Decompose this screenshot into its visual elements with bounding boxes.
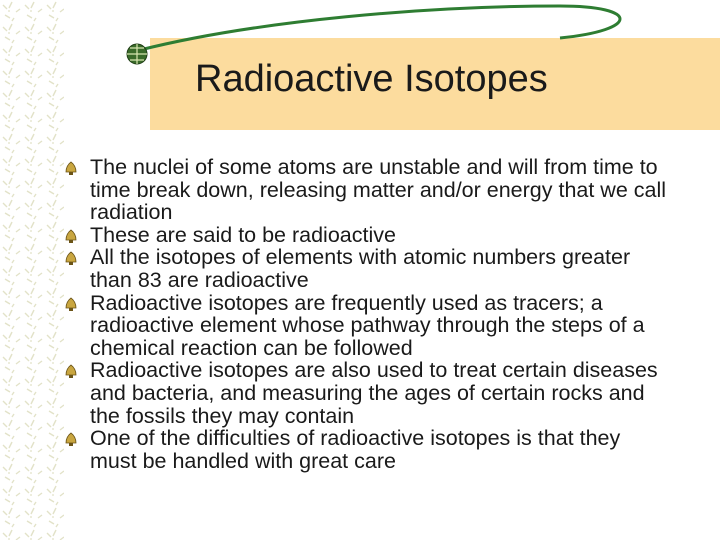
bullet-item (60, 224, 670, 247)
bullet-text: The nuclei of some atoms are unstable and will from time to time break down, releasing matter and/or energy that we call radiation (90, 155, 667, 225)
globe-icon (125, 42, 149, 66)
bullet-list (60, 156, 670, 472)
bullet-text: One of the difficulties of radioactive isotopes is that they must be handled with great care (90, 426, 621, 473)
hand-bell-icon (63, 160, 79, 176)
bullet-item (60, 427, 670, 472)
hand-bell-icon (63, 228, 79, 244)
bullet-item (60, 156, 670, 224)
bullet-item (60, 292, 670, 360)
hand-bell-icon (63, 296, 79, 312)
bullet-text: Radioactive isotopes are also used to treat certain diseases and bacteria, and measuring the ages of certain rocks and the fossils they may contain (90, 358, 658, 428)
bullet-text: All the isotopes of elements with atomic numbers greater than 83 are radioactive (90, 245, 631, 292)
bullet-item (60, 359, 670, 427)
hand-bell-icon (63, 250, 79, 266)
hand-bell-icon (63, 431, 79, 447)
bullet-text: These are said to be radioactive (90, 222, 396, 247)
hand-bell-icon (63, 363, 79, 379)
bullet-item (60, 246, 670, 291)
bullet-text: Radioactive isotopes are frequently used as tracers; a radioactive element whose pathway through the steps of a chemical reaction can be followed (90, 290, 645, 360)
slide-title: Radioactive Isotopes (195, 58, 548, 100)
